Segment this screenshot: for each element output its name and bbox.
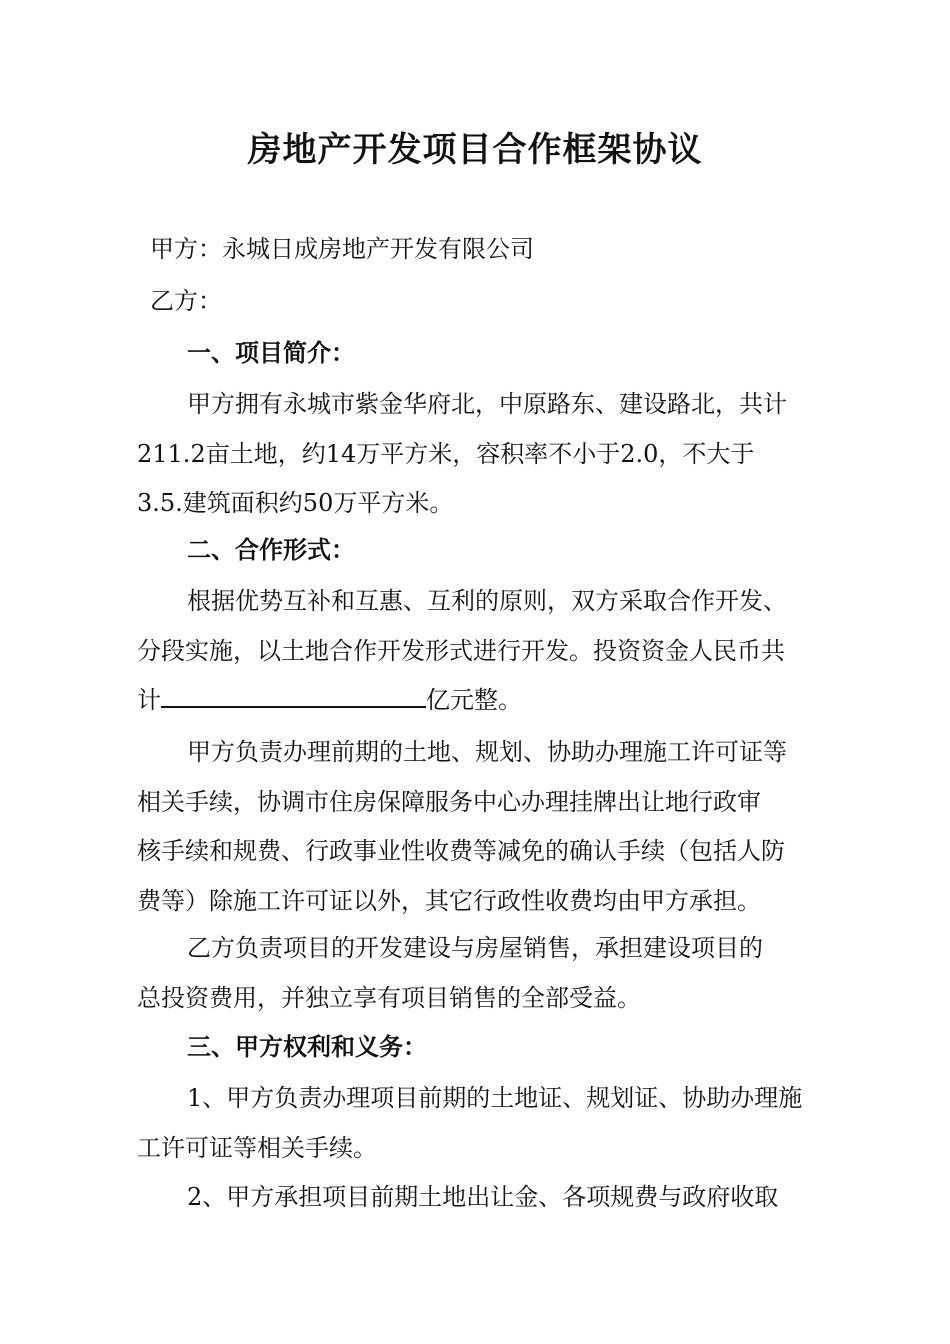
section-heading-party-a-rights: 三、甲方权利和义务： <box>187 1032 427 1061</box>
paragraph-line: 211.2亩土地，约14万平方米，容积率不小于2.0，不大于 <box>137 439 755 468</box>
paragraph-line: 1、甲方负责办理项目前期的土地证、规划证、协助办理施 <box>187 1084 803 1112</box>
paragraph-line: 相关手续，协调市住房保障服务中心办理挂牌出让地行政审 <box>137 787 761 816</box>
paragraph-project-intro <box>137 380 817 529</box>
paragraph-line: 甲方负责办理前期的土地、规划、协助办理施工许可证等 <box>187 738 787 766</box>
section-heading-project-intro: 一、项目简介： <box>187 338 355 367</box>
paragraph-item-2 <box>137 1173 817 1223</box>
paragraph-line-with-blank <box>137 676 817 726</box>
section-heading-cooperation-form: 二、合作形式： <box>187 535 355 564</box>
paragraph-line: 核手续和规费、行政事业性收费等减免的确认手续（包括人防 <box>137 837 785 865</box>
paragraph-line: 总投资费用，并独立享有项目销售的全部受益。 <box>137 983 641 1012</box>
paragraph-line: 甲方拥有永城市紫金华府北，中原路东、建设路北，共计 <box>187 390 787 418</box>
paragraph-line: 2、甲方承担项目前期土地出让金、各项规费与政府收取 <box>187 1183 779 1211</box>
paragraph-party-a-duties <box>137 728 817 926</box>
party-a-line: 甲方：永城日成房地产开发有限公司 <box>150 235 534 263</box>
paragraph-line: 费等）除施工许可证以外，其它行政性收费均由甲方承担。 <box>137 886 761 915</box>
paragraph-line: 根据优势互补和互惠、互利的原则，双方采取合作开发、 <box>187 587 787 615</box>
paragraph-party-b-duties <box>137 924 817 1023</box>
paragraph-line: 工许可证等相关手续。 <box>137 1133 377 1162</box>
document-title: 房地产开发项目合作框架协议 <box>247 130 703 170</box>
paragraph-cooperation-principle <box>137 577 817 726</box>
blank-prefix: 计 <box>137 686 161 714</box>
investment-amount-blank <box>161 684 426 708</box>
blank-suffix: 亿元整。 <box>426 686 522 714</box>
party-b-line: 乙方： <box>150 287 222 315</box>
paragraph-item-1 <box>137 1074 817 1173</box>
paragraph-line: 分段实施，以土地合作开发形式进行开发。投资资金人民币共 <box>137 636 785 665</box>
paragraph-line: 乙方负责项目的开发建设与房屋销售，承担建设项目的 <box>187 934 763 962</box>
paragraph-line: 3.5.建筑面积约50万平方米。 <box>137 489 454 517</box>
